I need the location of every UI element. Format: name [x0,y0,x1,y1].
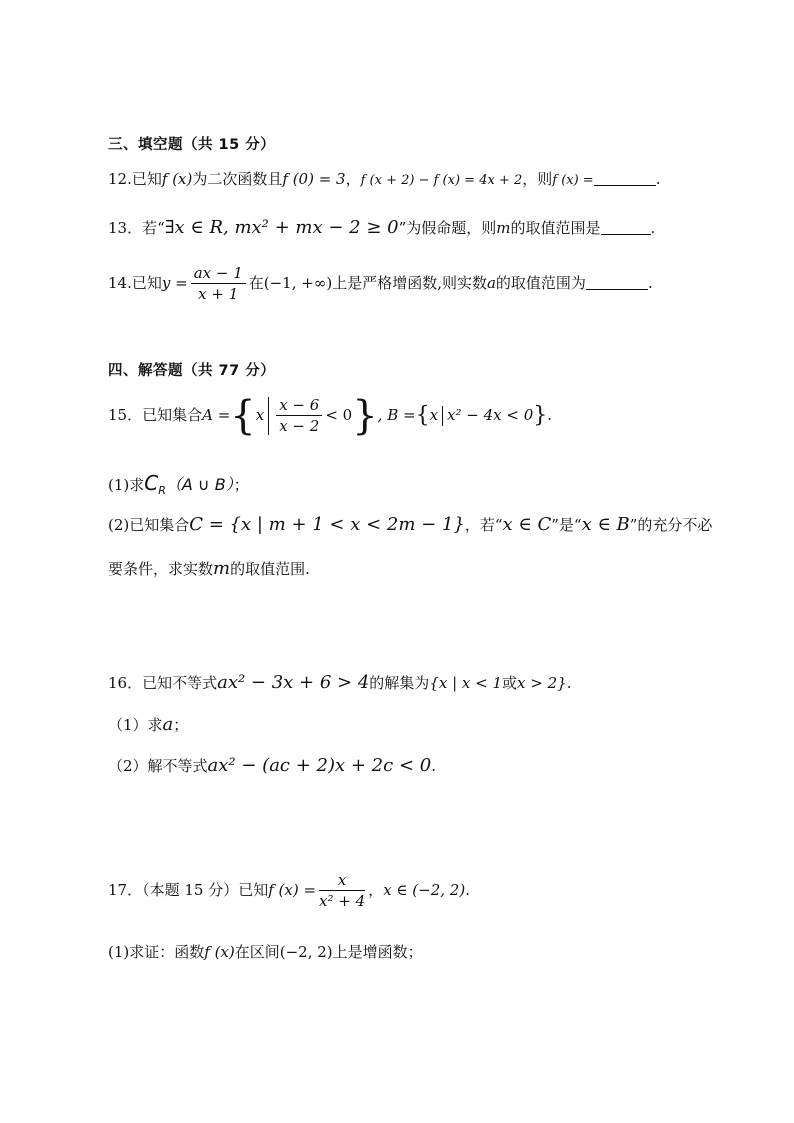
q15-text-1: 已知集合 [142,406,203,424]
q15-p2-text-3: ”的充分不必 [629,516,713,534]
q17-lhs: f (x) = [268,881,317,899]
q17-text-1: （本题 15 分）已知 [142,881,269,899]
q12-text-3: ，则 [522,170,553,188]
q15-p1-r: R [158,484,166,497]
q17-p1-interval: (−2, 2) [279,943,333,961]
q12-answer-blank[interactable] [594,185,656,186]
q15-x: x [255,406,265,424]
q15-b-condition: x² − 4x < 0 [447,406,534,424]
q12-condition-1: f (0) = 3 [282,170,346,188]
q13-var: m [496,219,511,237]
q12-text-1: 已知 [131,170,162,188]
question-12 [108,172,660,187]
q15-p2-text-1: ，若“ [464,516,503,534]
q15-p2-line2-b: 的取值范围. [230,560,310,578]
q12-end: . [655,170,661,188]
q15-p1-c: C [144,471,159,495]
q14-text-3: 上是严格增函数,则实数 [332,274,487,292]
q14-text-1: 已知 [131,274,162,292]
q15-fraction [276,398,322,434]
q17-p1-prefix: (1)求证：函数 [108,943,205,961]
q16-text-1: 已知不等式 [142,674,218,692]
q15-set-a-label: A = [202,406,231,424]
q12-number: 12. [108,170,132,188]
q13-number: 13． [108,219,143,237]
q14-text-2: 在 [248,274,264,292]
section-title-fill-in: 三、填空题（共 15 分） [108,137,276,153]
q13-answer-blank[interactable] [601,234,651,235]
q15-lt0: < 0 [325,406,353,424]
q14-numerator: ax − 1 [191,266,246,284]
q15-p2-expr-1: x ∈ C [502,514,552,535]
question-15: 15．已知集合A ={x $\frac{x - 6}{x - 2}$ < 0}, B ={x x² − 4x < 0}. [108,393,553,439]
q12-ask: f (x) = [552,173,594,188]
q17-p1-f: f (x) [204,943,235,961]
q15-p2-set: C = {x | m + 1 < x < 2m − 1} [189,514,465,535]
q16-p2-prefix: （2）解不等式 [108,757,208,775]
q17-numerator: x [319,873,365,891]
question-15-part-2 [108,516,712,534]
q15-numerator: x − 6 [276,398,322,416]
q16-p2-expression: ax² − (ac + 2)x + 2c < 0 [207,755,432,776]
question-16-part-2 [108,757,436,775]
q17-text-2: ， [368,881,384,899]
q15-p2-prefix: (2)已知集合 [108,516,190,534]
q14-lhs: y = [161,274,188,292]
q15-b-vbar [442,406,443,426]
question-17 [108,873,470,909]
q16-p1-var: a [162,714,174,735]
q16-solution-b: x > 2} [517,674,567,692]
q16-p1-prefix: （1）求 [108,716,163,734]
q14-answer-blank[interactable] [586,289,648,290]
q17-end: . [465,881,470,899]
q14-denominator: x + 1 [198,285,239,303]
q15-p1-prefix: (1)求 [108,476,145,494]
q16-inequality: ax² − 3x + 6 > 4 [217,672,370,693]
q13-expression: ∃x ∈ R, mx² + mx − 2 ≥ 0 [164,217,399,238]
q12-fx: f (x) [161,170,193,188]
question-16-part-1 [108,716,188,734]
q17-p1-text-1: 在区间 [234,943,280,961]
q14-fraction [191,266,246,302]
question-15-part-1 [108,473,249,496]
q15-p2-expr-2: x ∈ B [581,514,630,535]
question-14 [108,266,653,302]
q16-text-2: 的解集为 [369,674,430,692]
q15-p1-expression: （A ∪ B） [165,475,234,494]
q15-set-b-label: , B = [377,406,416,424]
q13-end: . [650,219,656,237]
q15-right-brace: } [352,393,378,439]
q13-text-2: ”为假命题，则 [398,219,497,237]
q17-fraction [319,873,365,909]
q15-p1-end: ； [233,476,249,494]
q14-end: . [647,274,653,292]
question-15-part-2-line-2 [108,560,310,578]
question-16 [108,674,571,692]
q16-p2-end: . [431,757,436,775]
q15-left-brace: { [230,393,256,439]
q17-denominator: x² + 4 [319,892,366,910]
question-13 [108,219,655,237]
q14-interval: (−1, +∞) [263,274,333,292]
q14-text-4: 的取值范围为 [495,274,586,292]
q15-p2-text-2: ”是“ [551,516,582,534]
q14-var: a [486,274,496,292]
q15-p2-line2-a: 要条件，求实数 [108,560,214,578]
q13-text-1: 若“ [142,219,165,237]
q15-denominator: x − 2 [279,417,320,435]
q15-number: 15． [108,406,143,424]
q16-p1-end: ； [173,716,189,734]
section-title-solutions: 四、解答题（共 77 分） [108,363,276,379]
q12-text-2: 为二次函数且 [192,170,283,188]
q17-domain: x ∈ (−2, 2) [383,881,466,899]
q12-condition-2: f (x + 2) − f (x) = 4x + 2 [360,173,523,188]
q15-p2-var: m [213,558,231,579]
question-17-part-1 [108,945,423,960]
q15-vbar [268,397,269,435]
q16-solution-or: 或 [502,674,518,692]
q16-end: . [566,674,572,692]
q17-p1-text-2: 上是增函数； [332,943,423,961]
q13-text-3: 的取值范围是 [510,219,601,237]
q12-sep: ， [345,170,361,188]
q16-solution-a: {x | x < 1 [429,674,503,692]
q14-number: 14. [108,274,132,292]
q16-number: 16． [108,674,143,692]
q15-end: . [547,406,553,424]
q17-number: 17． [108,881,143,899]
